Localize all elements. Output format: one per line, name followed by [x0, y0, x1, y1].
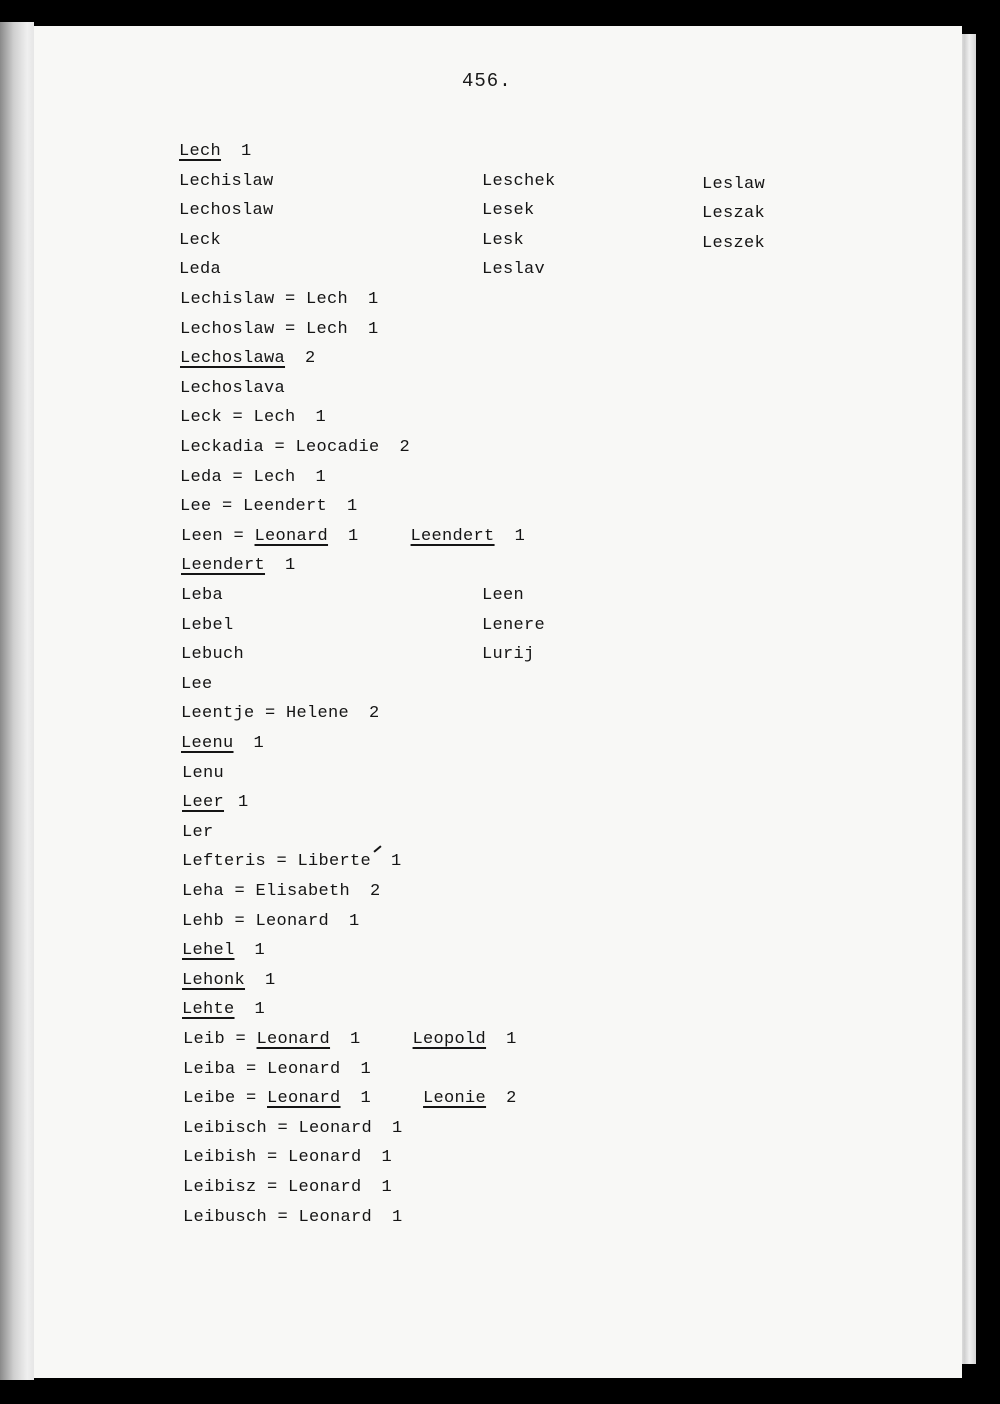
entry-line: [181, 645, 244, 664]
entry-text: Leiba = Leonard: [183, 1059, 341, 1079]
entry-text: 1: [285, 556, 296, 576]
entry-line: [181, 675, 213, 694]
entry-text: Ler: [182, 822, 214, 842]
underlined-name: Lehel: [182, 941, 235, 961]
underlined-name: Lech: [179, 142, 222, 161]
underlined-name: Leonard: [256, 1030, 331, 1049]
entry-line: [182, 1000, 265, 1019]
entry-line: [182, 793, 249, 812]
entry-text: Leibish = Leonard: [183, 1148, 362, 1168]
entry-line: [180, 468, 326, 487]
entry-text: Leha = Elisabeth: [182, 882, 351, 901]
entry-line: [179, 201, 274, 220]
entry-text: 1: [381, 1178, 393, 1197]
entry-text: 2: [369, 704, 380, 724]
entry-text: Lechoslaw: [179, 201, 274, 221]
underlined-name: Lechoslawa: [180, 349, 286, 369]
entry-text: Lefteris = Liberte: [182, 852, 372, 872]
entry-text: 1: [253, 734, 265, 753]
column-entry: Lesk: [482, 230, 525, 250]
underlined-name: Lehonk: [182, 970, 246, 990]
entry-line: [179, 231, 221, 250]
entry-text: Leda: [179, 260, 222, 280]
entry-text: Lebuch: [181, 645, 245, 665]
entry-text: Leen =: [181, 526, 255, 546]
entry-text: Leckadia = Leocadie: [180, 438, 380, 457]
entry-line: [183, 1178, 392, 1197]
entry-text: 1: [241, 142, 252, 161]
entry-text: Lehb = Leonard: [182, 911, 330, 931]
entry-text: 1: [368, 290, 379, 309]
entry-line: [183, 1030, 517, 1049]
entry-text: Lechoslaw = Lech: [180, 319, 349, 339]
entry-line: [180, 349, 316, 368]
entry-line: [181, 556, 296, 575]
entry-text: 1: [350, 1030, 361, 1049]
entry-text: Leibusch = Leonard: [183, 1207, 373, 1227]
entry-text: 1: [392, 1118, 403, 1138]
underlined-name: Leopold: [412, 1030, 487, 1049]
entry-line: [179, 260, 221, 279]
entry-text: 1: [360, 1089, 372, 1109]
entry-line: [183, 1208, 403, 1227]
underlined-name: Leonard: [254, 526, 329, 546]
page-binding-shadow: [0, 22, 34, 1380]
entry-text: 1: [265, 970, 276, 990]
entry-text: Leda = Lech: [180, 467, 296, 487]
entry-line: [181, 704, 380, 723]
entry-line: [183, 1119, 403, 1138]
page-number: 456.: [462, 70, 512, 92]
entry-text: 2: [506, 1089, 517, 1109]
entry-text: 2: [399, 438, 411, 457]
column-entry: Leslav: [482, 260, 546, 280]
entry-line: [181, 527, 525, 546]
entry-text: 1: [360, 1059, 372, 1079]
entry-text: Lebel: [181, 615, 234, 635]
document-page: [34, 26, 962, 1378]
entry-text: 1: [315, 408, 327, 428]
entry-text: 1: [506, 1030, 517, 1049]
entry-text: Lenu: [182, 763, 225, 783]
column-entry: Leschek: [482, 171, 556, 191]
entry-text: Leibisz = Leonard: [183, 1178, 362, 1197]
entry-text: Leib =: [183, 1030, 257, 1049]
entry-text: 1: [238, 793, 249, 813]
entry-text: 1: [254, 1000, 266, 1020]
entry-text: Leck = Lech: [180, 408, 296, 428]
entry-line: [180, 290, 379, 309]
entry-line: [179, 172, 274, 191]
entry-line: [179, 142, 252, 161]
entry-text: 1: [391, 852, 402, 872]
entry-line: [180, 408, 326, 427]
entry-text: 1: [254, 941, 266, 961]
underlined-name: Leer: [182, 793, 225, 813]
entry-line: [182, 882, 381, 901]
entry-text: Lechislaw = Lech: [180, 290, 349, 309]
entry-line: [183, 1148, 392, 1167]
entry-line: [182, 764, 224, 783]
underlined-name: Leendert: [181, 556, 266, 576]
underlined-name: Leonard: [267, 1089, 341, 1109]
entry-text: 1: [381, 1148, 393, 1168]
entry-line: [180, 379, 285, 398]
entry-text: 1: [347, 497, 358, 517]
entry-text: Lee = Leendert: [180, 497, 328, 517]
column-entry: Leen: [482, 586, 525, 605]
underlined-name: Leendert: [410, 526, 495, 546]
entry-text: 1: [392, 1207, 403, 1227]
entry-text: Lechoslava: [180, 378, 286, 398]
entry-line: [181, 586, 223, 605]
entry-text: Leba: [181, 586, 224, 605]
entry-line: [182, 912, 360, 931]
entry-text: 2: [305, 349, 316, 369]
entry-line: [183, 1089, 517, 1108]
column-entry: Lesek: [482, 201, 535, 221]
entry-line: [182, 823, 214, 842]
entry-text: Leibisch = Leonard: [183, 1118, 373, 1138]
column-entry: Leslaw: [702, 174, 766, 194]
underlined-name: Leenu: [181, 734, 234, 753]
entry-text: 2: [370, 882, 381, 901]
entry-text: Leck: [179, 230, 222, 250]
entry-text: 1: [349, 911, 360, 931]
entry-line: [180, 320, 379, 339]
entry-text: 1: [514, 526, 526, 546]
underlined-name: Lehte: [182, 1000, 235, 1020]
entry-line: [182, 971, 276, 990]
column-entry: Lenere: [482, 615, 546, 635]
entry-line: [180, 497, 358, 516]
entry-text: 1: [368, 319, 379, 339]
entry-text: Leibe =: [183, 1089, 268, 1109]
underlined-name: Leonie: [423, 1089, 487, 1109]
entry-line: [181, 616, 234, 635]
entry-text: 1: [315, 467, 327, 487]
entry-line: [182, 941, 265, 960]
entry-line: [182, 852, 402, 871]
entry-line: [180, 438, 410, 457]
entry-line: [183, 1060, 371, 1079]
entry-text: 1: [348, 526, 359, 546]
entry-text: Lee: [181, 674, 213, 694]
column-entry: Lurij: [482, 645, 535, 665]
entry-text: Lechislaw: [179, 171, 274, 191]
entry-text: Leentje = Helene: [181, 704, 350, 724]
column-entry: Leszak: [702, 204, 766, 224]
entry-line: [181, 734, 264, 753]
column-entry: Leszek: [702, 233, 766, 253]
